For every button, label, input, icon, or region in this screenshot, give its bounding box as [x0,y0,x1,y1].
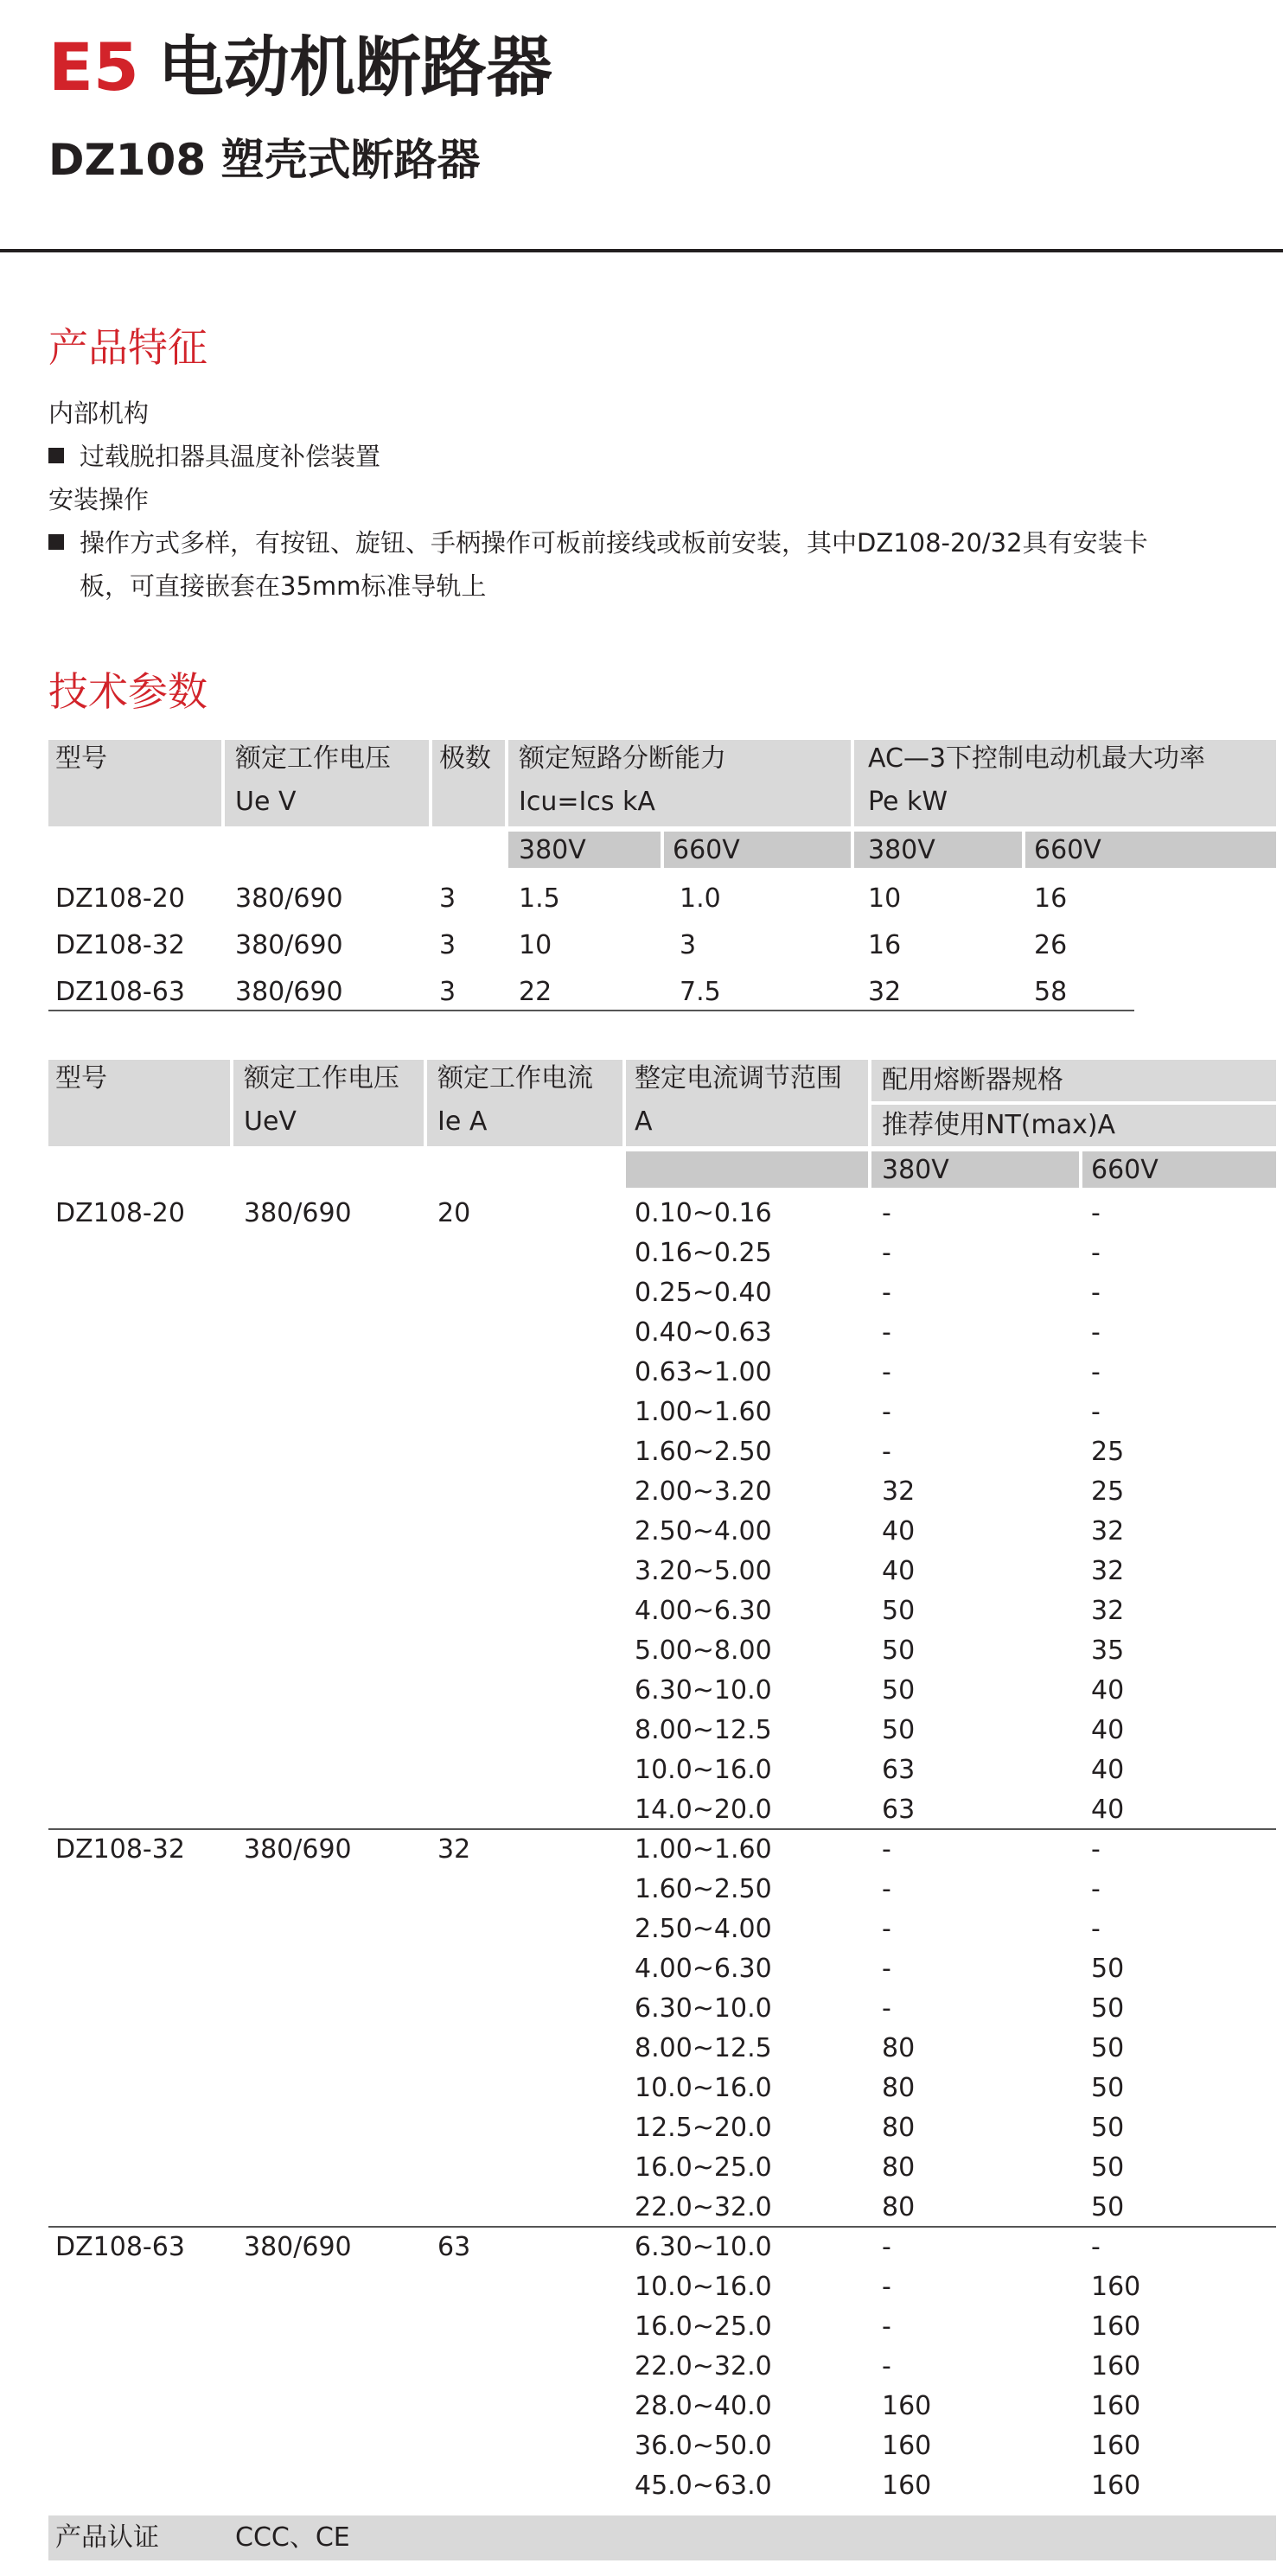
t1-r1-icu380: 1.5 [519,883,560,914]
page-title [48,24,552,111]
t1-header-motor-unit: Pe kW [868,787,948,817]
t2-header-fuse-unit: 推荐使用NT(max)A [882,1110,1116,1140]
t1-r3-voltage: 380/690 [235,977,343,1007]
t2-row-fuse-660: 160 [1091,2351,1141,2382]
t2-row-fuse-660: - [1091,1834,1101,1865]
t2-row-fuse-660: 50 [1091,1993,1125,2024]
t2-row-range: 16.0~25.0 [635,2152,772,2183]
t2-row-fuse-660: - [1091,1198,1101,1228]
t2-row-fuse-380: - [882,1954,891,1984]
t2-row-range: 36.0~50.0 [635,2431,772,2461]
t2-header-voltage-unit: UeV [244,1106,297,1137]
t2-row-fuse-660: 50 [1091,1954,1125,1984]
t2-row-range: 14.0~20.0 [635,1795,772,1825]
t2-row-fuse-380: 40 [882,1556,916,1586]
t2-row-fuse-660: 160 [1091,2311,1141,2342]
t2-row-fuse-380: 50 [882,1675,916,1706]
t1-r1-icu660: 1.0 [680,883,721,914]
t2-row-fuse-660: 160 [1091,2391,1141,2421]
t2-row-fuse-660: - [1091,1238,1101,1268]
t2-row-range: 2.50~4.00 [635,1914,772,1944]
t2-row-fuse-660: 40 [1091,1755,1125,1785]
tech-params-title: 技术参数 [48,668,207,715]
t2-row-fuse-660: 40 [1091,1715,1125,1745]
t2-row-fuse-380: - [882,1278,891,1308]
t2-row-range: 45.0~63.0 [635,2471,772,2501]
t2-sub-660: 660V [1091,1155,1159,1185]
t2-group-current: 32 [437,1834,471,1865]
t2-header-current: 额定工作电流 [437,1063,593,1094]
bullet-icon [48,534,64,550]
t1-sub-380b: 380V [868,835,935,865]
t2-row-fuse-660: - [1091,1357,1101,1387]
t1-r1-voltage: 380/690 [235,883,343,914]
t1-r3-pe660: 58 [1034,977,1068,1007]
internal-mechanism-label: 内部机构 [48,399,150,428]
t2-header-range-unit: A [635,1106,653,1137]
t2-group-model: DZ108-32 [55,1834,185,1865]
bullet-icon [48,448,64,463]
t2-row-fuse-380: - [882,1397,891,1427]
t2-row-fuse-380: - [882,1437,891,1467]
t2-row-fuse-380: - [882,1874,891,1904]
install-text-line2: 板，可直接嵌套在35mm标准导轨上 [80,571,487,601]
t2-row-fuse-660: 25 [1091,1437,1125,1467]
t2-row-fuse-660: - [1091,1278,1101,1308]
page-subtitle: DZ108 塑壳式断路器 [48,135,481,185]
t2-row-range: 8.00~12.5 [635,2033,772,2063]
t2-row-fuse-660: 160 [1091,2471,1141,2501]
t1-r2-icu660: 3 [680,930,697,960]
features-title: 产品特征 [48,324,207,371]
t2-row-range: 6.30~10.0 [635,1993,772,2024]
t2-row-fuse-660: 50 [1091,2073,1125,2103]
t2-row-range: 1.60~2.50 [635,1437,772,1467]
t1-header-poles: 极数 [439,743,491,774]
t2-row-range: 10.0~16.0 [635,1755,772,1785]
internal-mechanism-text: 过载脱扣器具温度补偿装置 [80,442,381,471]
t2-row-range: 1.00~1.60 [635,1397,772,1427]
t2-row-fuse-660: 32 [1091,1516,1125,1546]
t2-row-fuse-660: 40 [1091,1795,1125,1825]
t1-header-voltage: 额定工作电压 [235,743,391,774]
t2-group-model: DZ108-20 [55,1198,185,1228]
t1-r3-poles: 3 [439,977,456,1007]
t2-row-range: 5.00~8.00 [635,1636,772,1666]
t2-row-range: 0.63~1.00 [635,1357,772,1387]
t2-group-voltage: 380/690 [244,1198,352,1228]
t2-row-fuse-380: - [882,1834,891,1865]
t2-sub-380: 380V [882,1155,949,1185]
t2-header-fuse: 配用熔断器规格 [882,1065,1063,1095]
t2-header-voltage: 额定工作电压 [244,1063,399,1094]
t1-sub-660: 660V [673,835,740,865]
t2-row-fuse-660: 50 [1091,2113,1125,2143]
t2-row-fuse-380: - [882,1198,891,1228]
t2-row-fuse-380: - [882,2232,891,2262]
t2-row-range: 0.10~0.16 [635,1198,772,1228]
t1-r1-pe380: 10 [868,883,902,914]
t2-row-fuse-380: 80 [882,2152,916,2183]
series-title: 电动机断路器 [157,29,552,105]
t2-header-model: 型号 [55,1063,107,1094]
t2-group-voltage: 380/690 [244,1834,352,1865]
t2-row-fuse-660: 50 [1091,2152,1125,2183]
t2-group-model: DZ108-63 [55,2232,185,2262]
t2-group-voltage: 380/690 [244,2232,352,2262]
t2-header-current-unit: Ie A [437,1106,488,1137]
t1-r2-poles: 3 [439,930,456,960]
t2-row-range: 4.00~6.30 [635,1596,772,1626]
t2-row-fuse-380: 50 [882,1596,916,1626]
t2-row-range: 16.0~25.0 [635,2311,772,2342]
t2-group-divider [48,2226,1276,2228]
install-label: 安装操作 [48,485,150,514]
t1-bottom-rule [48,1010,1134,1011]
t2-row-range: 2.50~4.00 [635,1516,772,1546]
series-code: E5 [48,29,139,105]
t2-row-fuse-660: 160 [1091,2272,1141,2302]
t2-row-fuse-380: 50 [882,1715,916,1745]
t2-row-fuse-660: - [1091,1874,1101,1904]
header-divider [0,249,1283,252]
t1-r3-model: DZ108-63 [55,977,185,1007]
t2-sub-range-cell [626,1151,868,1188]
t2-group-divider [48,1828,1276,1830]
t1-header-breaking-unit: Icu=Ics kA [519,787,655,817]
t2-row-fuse-660: 50 [1091,2192,1125,2222]
t2-row-fuse-380: - [882,1993,891,2024]
t1-r3-icu660: 7.5 [680,977,721,1007]
t2-row-fuse-380: 80 [882,2033,916,2063]
certification-bar [48,2515,1276,2560]
t1-header-model: 型号 [55,743,107,774]
t2-row-fuse-380: - [882,1317,891,1348]
t1-sub-660b: 660V [1034,835,1101,865]
t2-row-range: 22.0~32.0 [635,2192,772,2222]
t2-row-fuse-380: 63 [882,1755,916,1785]
install-item [48,522,1148,564]
t2-row-range: 28.0~40.0 [635,2391,772,2421]
t2-row-fuse-380: 63 [882,1795,916,1825]
t2-row-fuse-380: - [882,2311,891,2342]
t2-row-fuse-660: - [1091,1397,1101,1427]
t2-row-range: 22.0~32.0 [635,2351,772,2382]
t2-row-range: 4.00~6.30 [635,1954,772,1984]
t2-row-fuse-380: 160 [882,2471,932,2501]
t2-row-range: 2.00~3.20 [635,1476,772,1507]
t2-row-fuse-380: 160 [882,2431,932,2461]
t2-row-fuse-660: 25 [1091,1476,1125,1507]
t2-row-fuse-660: - [1091,2232,1101,2262]
t2-row-fuse-660: - [1091,1914,1101,1944]
t1-r2-pe380: 16 [868,930,902,960]
t1-r3-icu380: 22 [519,977,552,1007]
t2-header-range: 整定电流调节范围 [635,1063,842,1094]
t2-row-fuse-380: 160 [882,2391,932,2421]
internal-mechanism-item [48,436,380,477]
t2-row-fuse-380: 50 [882,1636,916,1666]
t2-row-range: 3.20~5.00 [635,1556,772,1586]
t1-r2-voltage: 380/690 [235,930,343,960]
t2-row-range: 0.40~0.63 [635,1317,772,1348]
t1-r2-model: DZ108-32 [55,930,185,960]
t2-group-current: 20 [437,1198,471,1228]
t1-r1-pe660: 16 [1034,883,1068,914]
t2-row-fuse-380: - [882,2272,891,2302]
t2-row-range: 8.00~12.5 [635,1715,772,1745]
t2-group-current: 63 [437,2232,471,2262]
t2-row-fuse-660: - [1091,1317,1101,1348]
t2-row-range: 1.00~1.60 [635,1834,772,1865]
t2-row-fuse-380: - [882,1238,891,1268]
t2-row-fuse-380: 80 [882,2073,916,2103]
t1-header-breaking: 额定短路分断能力 [519,743,726,774]
t2-row-fuse-380: 80 [882,2113,916,2143]
t2-row-fuse-660: 32 [1091,1596,1125,1626]
t2-row-range: 0.16~0.25 [635,1238,772,1268]
t2-row-range: 10.0~16.0 [635,2272,772,2302]
t2-row-fuse-380: - [882,2351,891,2382]
t1-sub-380: 380V [519,835,586,865]
t2-row-range: 6.30~10.0 [635,1675,772,1706]
t2-row-fuse-380: 32 [882,1476,916,1507]
t2-row-range: 0.25~0.40 [635,1278,772,1308]
t2-row-range: 12.5~20.0 [635,2113,772,2143]
t2-row-range: 1.60~2.50 [635,1874,772,1904]
t1-r2-icu380: 10 [519,930,552,960]
t1-r3-pe380: 32 [868,977,902,1007]
t2-row-fuse-660: 35 [1091,1636,1125,1666]
t2-row-fuse-660: 40 [1091,1675,1125,1706]
t2-row-fuse-380: 40 [882,1516,916,1546]
t2-row-fuse-660: 32 [1091,1556,1125,1586]
t2-row-fuse-660: 160 [1091,2431,1141,2461]
certification-label: 产品认证 [55,2522,159,2553]
install-text-line1: 操作方式多样，有按钮、旋钮、手柄操作可板前接线或板前安装，其中DZ108-20/32具有安装卡 [80,528,1148,558]
t2-row-range: 6.30~10.0 [635,2232,772,2262]
t2-row-fuse-660: 50 [1091,2033,1125,2063]
t1-r2-pe660: 26 [1034,930,1068,960]
t1-r1-poles: 3 [439,883,456,914]
t2-row-range: 10.0~16.0 [635,2073,772,2103]
t2-row-fuse-380: - [882,1357,891,1387]
t1-header-voltage-unit: Ue V [235,787,297,817]
t2-row-fuse-380: 80 [882,2192,916,2222]
certification-value: CCC、CE [235,2522,350,2553]
t1-r1-model: DZ108-20 [55,883,185,914]
t1-header-motor: AC—3下控制电动机最大功率 [868,743,1206,774]
t2-row-fuse-380: - [882,1914,891,1944]
